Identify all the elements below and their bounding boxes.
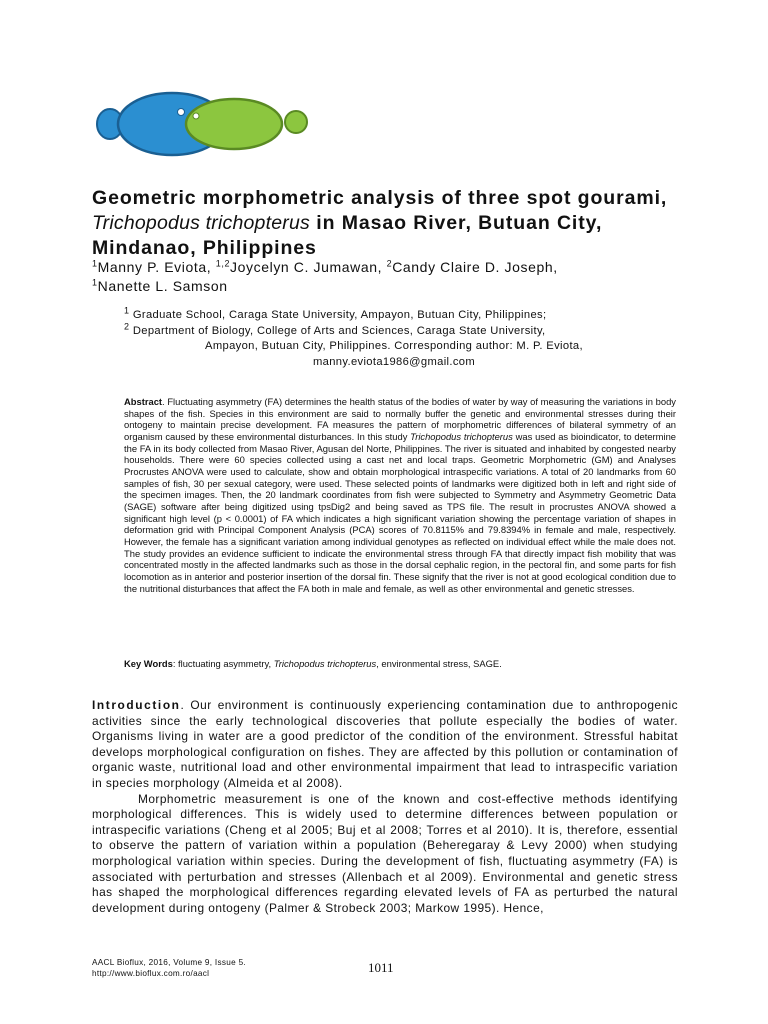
paper-title: Geometric morphometric analysis of three spot gourami, Trichopodus trichopterus in Masao River, Butuan City, Mindanao, Philippines <box>92 187 668 259</box>
intro-paragraph-2: Morphometric measurement is one of the known and cost-effective methods identifying morphological differences. This is widely used to determine differences between population or intraspecific variations (Cheng et al 2005; Buj et al 2008; Torres et al 2010). It is, therefore, essential to observe the pattern of variation within a population (Beheregaray & Levy 2000) when studying morphological variation within species. During the development of fish, fluctuating asymmetry (FA) is associated with perturbation and stresses (Allenbach et al 2009). Environmental and genetic stress has shaped the morphological differences regarding elevated levels of FA as perturbed the natural development during ontogeny (Palmer & Strobeck 2003; Markow 1995). Hence, <box>92 791 678 915</box>
author-name: Manny P. Eviota, <box>97 259 216 275</box>
logo-eye-dot <box>178 109 185 116</box>
logo-large-green-ellipse <box>186 99 282 149</box>
corresponding-email[interactable]: manny.eviota1986@gmail.com <box>312 355 476 368</box>
journal-citation: AACL Bioflux, 2016, Volume 9, Issue 5. <box>92 958 247 967</box>
abstract: Abstract. Fluctuating asymmetry (FA) determines the health status of the bodies of water by way of measuring the variations in body shapes of the fish. Species in this environment are said to normally buffer the genetic and environmental stresses during their ontogeny to maintain precise development. FA measures the pattern of morphometric differences of bilateral symmetry of an organism caused by these environmental disturbances. In this study Trichopodus trichopterus was used as bioindicator, to determine the FA in its body collected from Masao River, Agusan del Norte, Philippines. The river is situated and inhabited by congested nearby households. There were 60 species collected using a cast net and local traps. Geometric Morphometric (GM) and Analyses Procrustes ANOVA were used to calculate, show and obtain morphological intraspecific variations. A total of 20 landmarks from 60 samples of fish, 30 per sexual category, were used. These selected points of landmarks were digitized both in left and right side of the specimen images. Then, the 20 landmark coordinates from fish were subjected to Symmetry and Asymmetry Geometric Data (SAGE) software after being digitized using tpsDig2 and being saved as TPS file. The result in procrustes ANOVA showed a significant high level (p < 0.0001) of FA which indicates a high significant variation showing the percentage variation of shapes in deformation grid with Principal Component Analysis (PCA) scores of 70.8115% and 79.8394% in female and male, respectively. However, the female has a significant variation among individual genotypes as reflected on individual effect while the male does not. The study provides an evidence sufficient to indicate the environmental stress through FA that directly impact fish mobility that was concentrated mostly in the affected landmarks such as those in the dorsal cephalic region, in the pectoral fin, and some parts for fish locomotion as in anterior and posterior insertion of the dorsal fin. These signify that the river is not at good ecological condition due to the nutritional disturbances that affect the FA both in male and female, as well as other environmental and genetic stresses. <box>124 396 677 594</box>
bioflux-logo <box>94 88 314 160</box>
page-footer <box>92 958 392 979</box>
intro-paragraph-1: Introduction. Our environment is continuously experiencing contamination due to anthropogenic activities since the early technological discoveries that pollute especially the bodies of water. Organisms living in water are a good predictor of the condition of the environment. Stressful habitat develops morphological configuration on fishes. They are affected by this pollution or contamination of organic waste, nutritional load and other environmental impairment that lead to intraspecific variation in species morphology (Almeida et al 2008). <box>92 698 678 790</box>
intro-heading: Introduction <box>92 698 181 712</box>
affiliation-1: $^1$ Graduate School, Caraga State University, Ampayon, Butuan City, Philippines; <box>124 305 547 321</box>
author-name: Joycelyn C. Jumawan, <box>230 259 387 275</box>
abstract-label: Abstract <box>124 396 163 407</box>
keywords: Key Words: fluctuating asymmetry, Trichopodus trichopterus, environmental stress, SAGE. <box>124 658 502 669</box>
logo-small-green-ellipse <box>285 111 307 133</box>
journal-url[interactable]: http://www.bioflux.com.ro/aacl <box>92 968 210 978</box>
affiliations <box>124 305 664 370</box>
logo-eye-dot-green <box>193 113 199 119</box>
title-species: Trichopodus trichopterus <box>92 212 310 234</box>
author-name: Nanette L. Samson <box>97 278 228 294</box>
author-list: $^1$Manny P. Eviota, $^{1,2}$Joycelyn C. Jumawan, $^2$Candy Claire D. Joseph, $^1$Nanette L. Samson <box>92 258 558 294</box>
keywords-label: Key Words <box>124 658 173 669</box>
author-name: Candy Claire D. Joseph, <box>392 259 558 275</box>
affiliation-2-cont: Ampayon, Butuan City, Philippines. Corresponding author: M. P. Eviota, <box>205 340 583 352</box>
page-number: 1011 <box>368 960 394 975</box>
affiliation-2: $^2$ Department of Biology, College of Arts and Sciences, Caraga State University, <box>124 320 546 337</box>
introduction-section <box>92 698 678 916</box>
